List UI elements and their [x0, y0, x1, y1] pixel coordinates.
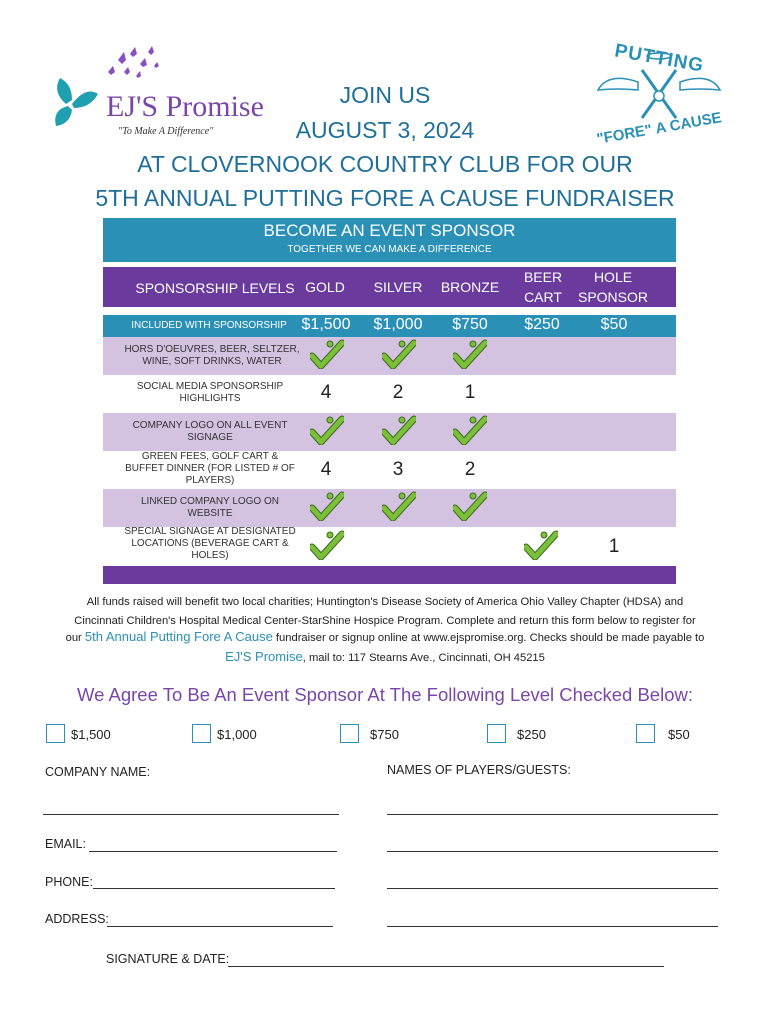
- header-silver: SILVER: [373, 279, 423, 295]
- form-heading: We Agree To Be An Event Sponsor At The Following Level Checked Below:: [76, 684, 693, 705]
- header-beer-cart: BEER CART: [523, 269, 563, 305]
- price-bronze: $750: [452, 316, 488, 333]
- players-label: NAMES OF PLAYERS/GUESTS:: [387, 763, 571, 777]
- golfer-check-icon: [453, 491, 487, 521]
- row-label-hors-doeuvres: HORS D'OEUVRES, BEER, SELTZER, WINE, SOFT DRINKS, WATER: [124, 344, 300, 367]
- header-hole-sponsor: HOLE SPONSOR: [577, 269, 648, 305]
- cell-green-bronze: 2: [464, 459, 476, 480]
- price-row: [103, 315, 676, 337]
- cell-signage-hole: 1: [608, 536, 620, 557]
- table-footer-bar: [103, 566, 676, 584]
- logo-tagline: "To Make A Difference": [118, 126, 214, 137]
- table-header-row: [103, 267, 676, 307]
- player-field-4[interactable]: [387, 926, 718, 927]
- golfer-check-icon: [382, 339, 416, 369]
- row-label-special-signage: SPECIAL SIGNAGE AT DESIGNATED LOCATIONS (BEVERAGE CART & HOLES): [124, 526, 296, 561]
- row-label-company-logo: COMPANY LOGO ON ALL EVENT SIGNAGE: [132, 420, 288, 443]
- option-label-50: $50: [668, 727, 690, 742]
- phone-label: PHONE:: [45, 875, 93, 889]
- email-label: EMAIL:: [45, 837, 86, 851]
- signature-field[interactable]: [228, 966, 664, 967]
- header-bronze: BRONZE: [440, 279, 500, 295]
- price-beer-cart: $250: [524, 316, 560, 333]
- player-field-3[interactable]: [387, 888, 718, 889]
- player-field-1[interactable]: [387, 814, 718, 815]
- cell-social-silver: 2: [392, 382, 404, 403]
- golfer-check-icon: [310, 491, 344, 521]
- signature-label: SIGNATURE & DATE:: [106, 952, 230, 966]
- logo-name: EJ'S Promise: [106, 90, 264, 123]
- address-label: ADDRESS:: [45, 912, 109, 926]
- player-field-2[interactable]: [387, 851, 718, 852]
- phone-field[interactable]: [93, 888, 335, 889]
- paragraph-line-2: Cincinnati Children's Hospital Medical Center-StarShine Hospice Program. Complete and return this form below to register for: [74, 615, 696, 627]
- cell-social-gold: 4: [320, 382, 332, 403]
- header-gold: GOLD: [305, 279, 345, 295]
- golfer-check-icon: [310, 530, 344, 560]
- header-sponsorship-levels: SPONSORSHIP LEVELS: [135, 280, 295, 296]
- header-line-2: AUGUST 3, 2024: [295, 117, 475, 143]
- checkbox-250[interactable]: [487, 724, 506, 743]
- banner-subtitle: TOGETHER WE CAN MAKE A DIFFERENCE: [287, 244, 492, 255]
- company-name-field[interactable]: [43, 814, 339, 815]
- cell-social-bronze: 1: [464, 382, 476, 403]
- option-label-1500: $1,500: [71, 727, 111, 742]
- golfer-check-icon: [382, 491, 416, 521]
- price-gold: $1,500: [301, 316, 351, 333]
- checkbox-1500[interactable]: [46, 724, 65, 743]
- price-row-label: INCLUDED WITH SPONSORSHIP: [131, 320, 287, 331]
- logo-bottom-text: "FORE" A CAUSE: [595, 109, 723, 148]
- paragraph-line-4-post: , mail to: 117 Stearns Ave., Cincinnati, OH 45215: [302, 652, 545, 664]
- price-hole-sponsor: $50: [600, 316, 628, 333]
- email-field[interactable]: [89, 851, 337, 852]
- checkbox-50[interactable]: [636, 724, 655, 743]
- paragraph-line-3-post: fundraiser or signup online at www.ejspromise.org. Checks should be made payable to: [272, 632, 705, 644]
- org-name-highlight: EJ'S Promise: [225, 649, 303, 664]
- event-name-highlight: 5th Annual Putting Fore A Cause: [84, 629, 273, 644]
- logo-top-text: PUTTING: [612, 40, 706, 77]
- golfer-check-icon: [453, 415, 487, 445]
- company-name-label: COMPANY NAME:: [45, 765, 151, 779]
- header-line-4: 5TH ANNUAL PUTTING FORE A CAUSE FUNDRAISER: [95, 185, 675, 211]
- checkbox-750[interactable]: [340, 724, 359, 743]
- sponsor-banner: [103, 218, 676, 262]
- price-silver: $1,000: [373, 316, 423, 333]
- row-label-social-media: SOCIAL MEDIA SPONSORSHIP HIGHLIGHTS: [136, 381, 284, 404]
- paragraph-line-4: [40, 647, 730, 668]
- cell-green-silver: 3: [392, 459, 404, 480]
- header-line-1: JOIN US: [339, 82, 431, 108]
- cell-green-gold: 4: [320, 459, 332, 480]
- golfer-check-icon: [524, 530, 558, 560]
- golfer-check-icon: [310, 339, 344, 369]
- paragraph-line-3: [40, 627, 730, 648]
- row-label-green-fees: GREEN FEES, GOLF CART & BUFFET DINNER (FOR LISTED # OF PLAYERS): [125, 451, 295, 486]
- address-field[interactable]: [107, 926, 333, 927]
- option-label-1000: $1,000: [217, 727, 257, 742]
- golfer-check-icon: [453, 339, 487, 369]
- header-line-3: AT CLOVERNOOK COUNTRY CLUB FOR OUR: [137, 151, 633, 177]
- golfer-check-icon: [310, 415, 344, 445]
- paragraph-line-1: All funds raised will benefit two local charities; Huntington's Disease Society of America Ohio Valley Chapter (HDSA) and: [86, 596, 684, 608]
- golfer-check-icon: [382, 415, 416, 445]
- row-label-linked-logo: LINKED COMPANY LOGO ON WEBSITE: [141, 496, 279, 519]
- paragraph-line-3-pre: our: [65, 632, 85, 644]
- banner-title: BECOME AN EVENT SPONSOR: [263, 221, 516, 240]
- checkbox-1000[interactable]: [192, 724, 211, 743]
- option-label-750: $750: [370, 727, 399, 742]
- option-label-250: $250: [517, 727, 546, 742]
